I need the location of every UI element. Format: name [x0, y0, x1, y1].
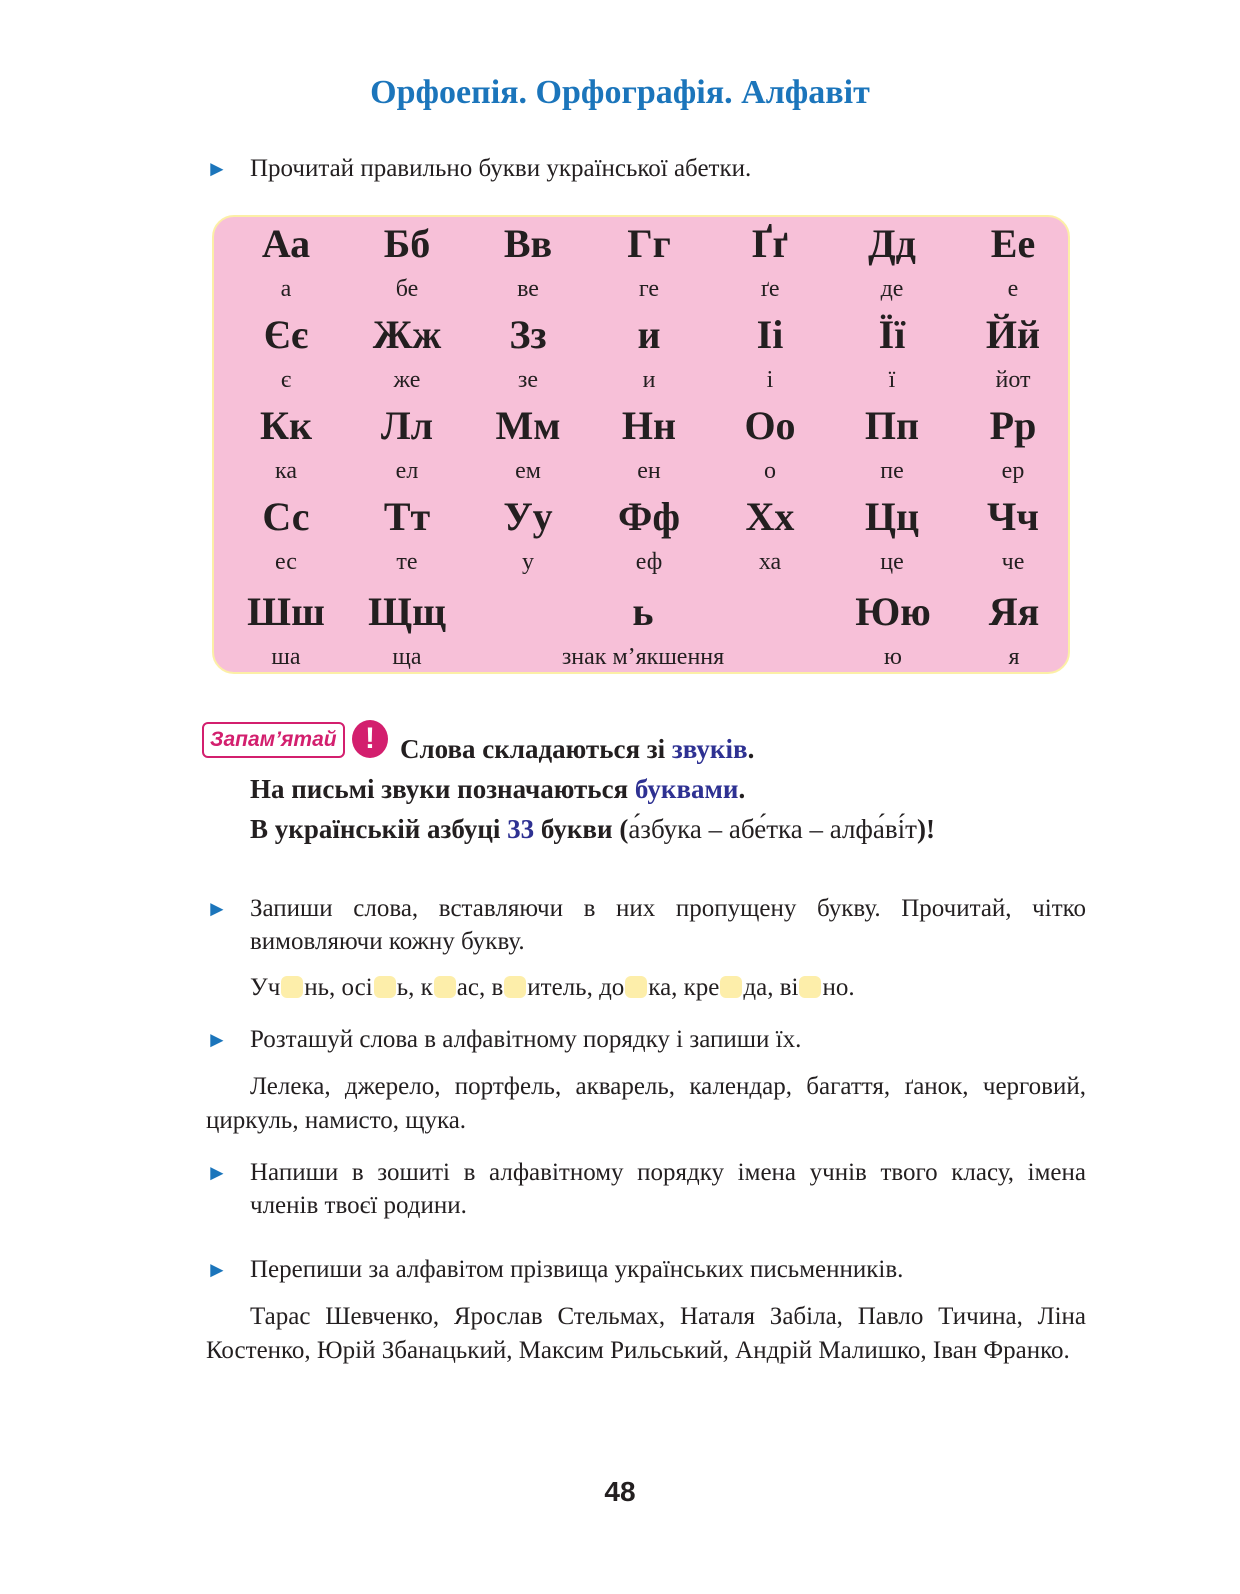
alphabet-letter: Яя: [988, 589, 1040, 634]
alphabet-letter-name: же: [393, 367, 421, 393]
task-alphabetical-order: [206, 1023, 1086, 1056]
alphabet-letter: Іі: [756, 312, 784, 357]
alphabet-letter: Єє: [263, 312, 309, 357]
alphabet-letter: Мм: [495, 403, 561, 448]
alphabet-letter-name: я: [1008, 644, 1020, 670]
alphabet-cell: [588, 312, 710, 402]
blank-box: [625, 976, 647, 998]
alphabet-letter-name: зе: [517, 367, 539, 393]
alphabet-letter: Оо: [744, 403, 796, 448]
alphabet-letter-name: ґе: [760, 276, 780, 302]
alphabet-letter-name: и: [642, 367, 656, 393]
alphabet-letter-name: ер: [1001, 458, 1025, 484]
alphabet-cell: [831, 403, 953, 493]
alphabet-letter: ь: [632, 589, 654, 634]
alphabet-letter-name: є: [280, 367, 292, 393]
alphabet-letter: Ґґ: [751, 221, 789, 266]
alphabet-letter: Нн: [621, 403, 677, 448]
blank-box: [720, 976, 742, 998]
rule-text: Слова складаються зі: [400, 734, 672, 764]
alphabet-letter-name: ї: [888, 367, 896, 393]
writers-list: [206, 1300, 1086, 1368]
alphabet-letter-name: е: [1007, 276, 1019, 302]
alphabet-letter: Цц: [864, 494, 920, 539]
alphabet-cell: [832, 589, 954, 679]
blank-box: [374, 976, 396, 998]
alphabet-cell: [467, 312, 589, 402]
alphabet-cell: [952, 221, 1074, 311]
alphabet-cell: [709, 403, 831, 493]
task-marker-icon: ►: [206, 1160, 228, 1185]
task-marker-icon: ►: [206, 896, 228, 921]
alphabet-cell: [346, 589, 468, 679]
alphabet-cell: [225, 312, 347, 402]
rule-line-1: [400, 731, 754, 767]
alphabet-letter-name: ес: [275, 549, 297, 575]
alphabet-letter: Її: [878, 312, 906, 357]
task-read-alphabet: [206, 152, 1086, 185]
alphabet-letter: Аа: [261, 221, 311, 266]
alphabet-letter-name: у: [522, 549, 534, 575]
alphabet-cell: [952, 494, 1074, 584]
task-text: Перепиши за алфавітом прізвища українських письменників.: [250, 1256, 904, 1283]
alphabet-letter: Кк: [259, 403, 313, 448]
task-marker-icon: ►: [206, 1257, 228, 1282]
alphabet-cell: [588, 221, 710, 311]
alphabet-cell: [528, 589, 758, 679]
alphabet-letter-name: че: [1001, 549, 1025, 575]
rule-text: На письмі звуки позначаються: [250, 774, 635, 804]
alphabet-cell: [467, 221, 589, 311]
rule-text: )!: [916, 814, 935, 844]
alphabet-cell: [346, 403, 468, 493]
alphabet-letter: Йй: [985, 312, 1041, 357]
word-list: [206, 971, 1086, 1004]
alphabet-letter-name: йот: [995, 367, 1031, 393]
alphabet-letter: и: [637, 312, 661, 357]
task-write-names: [206, 1156, 1086, 1222]
alphabet-letter: Щщ: [368, 589, 446, 634]
remember-label: Запам’ятай: [202, 722, 345, 758]
remember-badge: [202, 720, 388, 760]
alphabet-cell: [346, 494, 468, 584]
task3-word-list: [206, 1070, 1086, 1138]
word-fragment: ас, в: [456, 974, 504, 1001]
alphabet-letter-name: ел: [395, 458, 419, 484]
rule-line-3: [250, 811, 935, 847]
rule-text: .: [747, 734, 755, 764]
word-list-text: Лелека, джерело, портфель, акварель, календар, багаття, ґанок, черговий, циркуль, намисто, щука.: [206, 1073, 1086, 1134]
task-text: Прочитай правильно букви української абетки.: [250, 155, 752, 182]
alphabet-letter: Жж: [372, 312, 442, 357]
task-writers: [206, 1253, 1086, 1286]
alphabet-cell: [346, 221, 468, 311]
rule-text: букви (: [534, 814, 629, 844]
alphabet-cell: [467, 403, 589, 493]
alphabet-letter: Уу: [503, 494, 553, 539]
alphabet-letter: Чч: [987, 494, 1039, 539]
blank-box: [281, 976, 303, 998]
alphabet-letter-name: ша: [271, 644, 301, 670]
rule-synonyms: а́збука – абе́тка – алфа́ві́т: [628, 814, 917, 844]
alphabet-letter: Лл: [380, 403, 434, 448]
alphabet-letter: Юю: [855, 589, 931, 634]
alphabet-letter-name: а: [280, 276, 292, 302]
task-insert-words: [206, 971, 1086, 1004]
task-text: Розташуй слова в алфавітному порядку і запиши їх.: [250, 1026, 802, 1053]
task-text: Запиши слова, вставляючи в них пропущену букву. Прочитай, чітко вимовляючи кожну букву.: [250, 895, 1086, 955]
alphabet-letter-name: ю: [884, 644, 902, 670]
alphabet-cell: [225, 589, 347, 679]
alphabet-letter-name: еф: [635, 549, 663, 575]
word-fragment: ка, кре: [648, 974, 720, 1001]
alphabet-letter: Фф: [617, 494, 681, 539]
alphabet-letter: Зз: [509, 312, 547, 357]
blank-box: [434, 976, 456, 998]
task-insert-letter: [206, 892, 1086, 958]
alphabet-cell: [709, 494, 831, 584]
alphabet-table: [212, 215, 1070, 674]
alphabet-cell: [952, 403, 1074, 493]
alphabet-letter-name: те: [396, 549, 418, 575]
alphabet-cell: [709, 221, 831, 311]
alphabet-letter: Дд: [868, 221, 916, 266]
alphabet-cell: [952, 312, 1074, 402]
blank-box: [504, 976, 526, 998]
word-fragment: но.: [822, 974, 855, 1001]
alphabet-letter: Тт: [383, 494, 431, 539]
rule-text: .: [738, 774, 746, 804]
alphabet-cell: [831, 221, 953, 311]
alphabet-cell: [953, 589, 1075, 679]
rule-highlight: звуків: [671, 734, 748, 764]
alphabet-letter-name: ем: [515, 458, 541, 484]
rule-highlight: буквами: [634, 774, 739, 804]
alphabet-letter-name: бе: [395, 276, 419, 302]
alphabet-letter-name: де: [880, 276, 904, 302]
word-fragment: Уч: [250, 974, 281, 1001]
alphabet-cell: [225, 494, 347, 584]
alphabet-cell: [831, 494, 953, 584]
alphabet-letter: Пп: [864, 403, 920, 448]
alphabet-letter: Ее: [990, 221, 1036, 266]
blank-box: [799, 976, 821, 998]
word-fragment: ь, к: [396, 974, 433, 1001]
alphabet-letter: Сс: [262, 494, 310, 539]
alphabet-cell: [225, 221, 347, 311]
alphabet-letter-name: ща: [392, 644, 422, 670]
alphabet-cell: [709, 312, 831, 402]
alphabet-letter-name: о: [764, 458, 776, 484]
task-marker-icon: ►: [206, 156, 228, 181]
word-fragment: да, ві: [743, 974, 799, 1001]
rule-line-2: [250, 771, 745, 807]
alphabet-letter-name: пе: [880, 458, 904, 484]
alphabet-cell: [588, 403, 710, 493]
alphabet-letter: Шш: [247, 589, 325, 634]
alphabet-letter: Вв: [503, 221, 553, 266]
task-marker-icon: ►: [206, 1027, 228, 1052]
alphabet-letter: Гг: [627, 221, 671, 266]
alphabet-cell: [467, 494, 589, 584]
alphabet-letter: Хх: [745, 494, 795, 539]
writers-list-text: Тарас Шевченко, Ярослав Стельмах, Наталя Забіла, Павло Тичина, Ліна Костенко, Юрій Збанацький, Максим Рильський, Андрій Малишко, Іван Франко.: [206, 1303, 1086, 1364]
rule-highlight: 33: [507, 814, 535, 844]
word-fragment: нь, осі: [304, 974, 373, 1001]
alphabet-letter-name: ха: [758, 549, 782, 575]
page-number: 48: [604, 1476, 636, 1507]
alphabet-letter-name: ве: [517, 276, 539, 302]
word-fragment: итель, до: [527, 974, 625, 1001]
exclamation-icon: !: [352, 720, 388, 758]
alphabet-cell: [831, 312, 953, 402]
alphabet-letter: Рр: [989, 403, 1037, 448]
alphabet-cell: [225, 403, 347, 493]
alphabet-letter: Бб: [383, 221, 431, 266]
alphabet-letter-name: це: [880, 549, 904, 575]
alphabet-cell: [588, 494, 710, 584]
alphabet-letter-name: ен: [637, 458, 661, 484]
alphabet-letter-name: ка: [275, 458, 297, 484]
alphabet-cell: [346, 312, 468, 402]
page-title: Орфоепія. Орфографія. Алфавіт: [370, 74, 870, 111]
alphabet-letter-name: і: [766, 367, 774, 393]
alphabet-letter-name: ге: [638, 276, 660, 302]
task-text: Напиши в зошиті в алфавітному порядку імена учнів твого класу, імена членів твоєї родини.: [250, 1159, 1086, 1219]
rule-text: В українській азбуці: [250, 814, 508, 844]
alphabet-letter-name: знак м’якшення: [561, 644, 725, 670]
